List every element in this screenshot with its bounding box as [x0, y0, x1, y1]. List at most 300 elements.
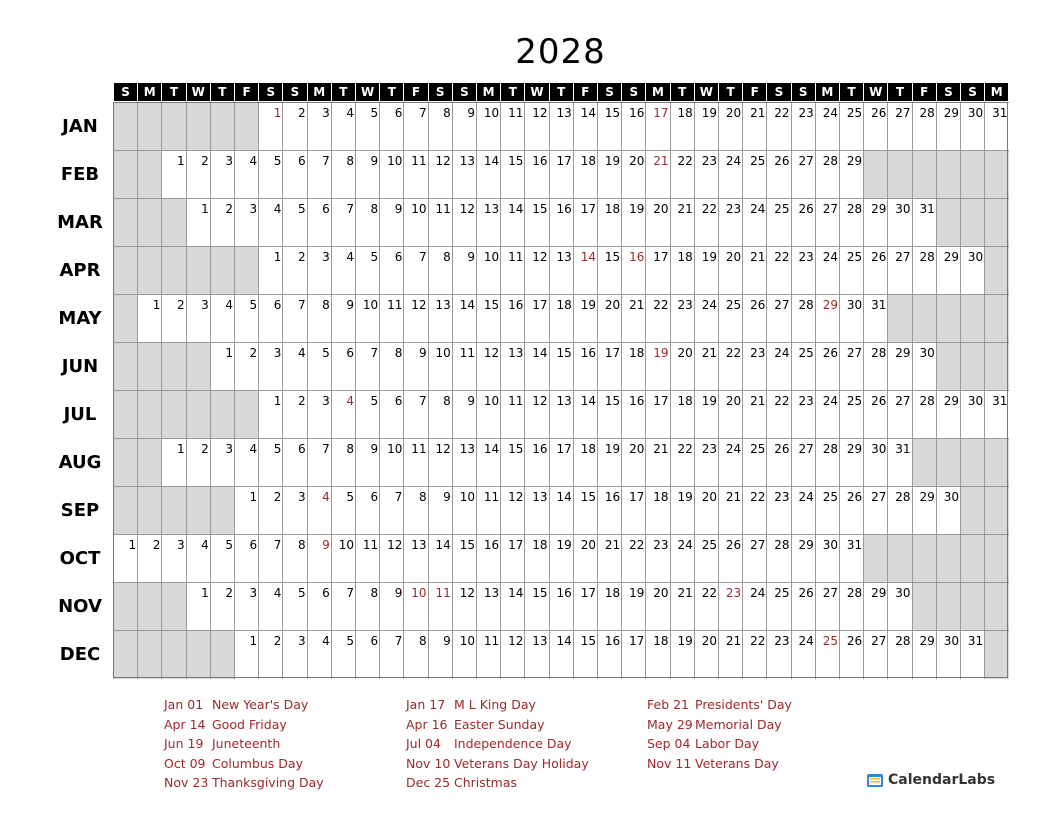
empty-cell [960, 342, 985, 391]
empty-cell [137, 246, 162, 295]
day-cell: 25 [791, 342, 816, 391]
day-cell: 11 [500, 390, 525, 439]
day-cell: 3 [161, 534, 186, 583]
holiday-item [406, 736, 646, 756]
day-cell: 30 [936, 486, 961, 535]
day-cell: 27 [791, 150, 816, 199]
weekday-header: S [792, 83, 815, 101]
empty-cell [113, 102, 138, 151]
empty-cell [936, 150, 961, 199]
day-cell: 31 [839, 534, 864, 583]
day-cell: 26 [766, 438, 791, 487]
day-cell: 19 [694, 246, 719, 295]
day-cell: 7 [282, 294, 307, 343]
day-cell: 11 [476, 486, 501, 535]
day-cell: 29 [863, 582, 888, 631]
weekday-header: T [840, 83, 863, 101]
holiday-item [406, 775, 646, 795]
day-cell: 19 [670, 486, 695, 535]
empty-cell [113, 198, 138, 247]
day-cell: 22 [645, 294, 670, 343]
month-label: FEB [60, 164, 100, 185]
weekday-header: M [985, 83, 1008, 101]
empty-cell [161, 102, 186, 151]
day-cell: 4 [234, 438, 259, 487]
day-cell: 30 [936, 630, 961, 679]
empty-cell [936, 294, 961, 343]
day-cell: 22 [694, 198, 719, 247]
day-cell: 10 [379, 150, 404, 199]
day-cell: 27 [863, 486, 888, 535]
weekday-header: T [332, 83, 355, 101]
empty-cell [912, 438, 937, 487]
day-cell: 29 [936, 246, 961, 295]
logo-text: CalendarLabs [888, 772, 996, 788]
day-cell: 24 [791, 486, 816, 535]
holiday-date: Feb 21 [647, 697, 690, 712]
weekday-header: S [429, 83, 452, 101]
empty-cell [984, 486, 1009, 535]
weekday-header: M [308, 83, 331, 101]
day-cell: 17 [621, 630, 646, 679]
holiday-date: Dec 25 [406, 775, 451, 790]
empty-cell [960, 198, 985, 247]
day-cell: 25 [766, 198, 791, 247]
day-cell: 22 [742, 630, 767, 679]
day-cell: 11 [476, 630, 501, 679]
day-cell: 28 [815, 150, 840, 199]
day-cell: 26 [839, 630, 864, 679]
day-cell: 25 [742, 438, 767, 487]
day-cell: 3 [307, 102, 332, 151]
empty-cell [113, 246, 138, 295]
day-cell: 9 [331, 294, 356, 343]
holiday-item [164, 697, 404, 717]
day-cell: 11 [355, 534, 380, 583]
empty-cell [113, 630, 138, 679]
empty-cell [210, 630, 235, 679]
holiday-column [164, 697, 404, 795]
empty-cell [984, 150, 1009, 199]
empty-cell [137, 390, 162, 439]
empty-cell [113, 486, 138, 535]
day-cell: 26 [791, 198, 816, 247]
empty-cell [960, 150, 985, 199]
day-cell: 23 [742, 342, 767, 391]
day-cell: 23 [694, 150, 719, 199]
empty-cell [863, 150, 888, 199]
holiday-date: Apr 14 [164, 716, 206, 732]
day-cell: 5 [282, 582, 307, 631]
day-cell: 23 [766, 486, 791, 535]
day-cell: 28 [912, 246, 937, 295]
holiday-item [164, 775, 404, 795]
empty-cell [186, 486, 211, 535]
day-cell: 5 [282, 198, 307, 247]
day-cell: 19 [621, 198, 646, 247]
day-cell: 14 [549, 486, 574, 535]
day-cell: 24 [815, 102, 840, 151]
day-cell: 13 [500, 342, 525, 391]
day-cell: 5 [307, 342, 332, 391]
day-cell: 21 [742, 390, 767, 439]
day-cell: 18 [621, 342, 646, 391]
day-cell: 23 [791, 390, 816, 439]
empty-cell [984, 294, 1009, 343]
holiday-name: Veterans Day Holiday [454, 755, 589, 771]
day-cell: 8 [403, 630, 428, 679]
day-cell: 20 [718, 246, 743, 295]
empty-cell [234, 102, 259, 151]
day-cell: 6 [379, 102, 404, 151]
day-cell: 31 [912, 198, 937, 247]
empty-cell [137, 150, 162, 199]
day-cell: 2 [186, 438, 211, 487]
day-cell: 19 [621, 582, 646, 631]
day-cell: 6 [307, 582, 332, 631]
day-cell: 5 [355, 390, 380, 439]
day-cell: 22 [670, 438, 695, 487]
empty-cell [186, 390, 211, 439]
day-cell: 18 [573, 438, 598, 487]
empty-cell [137, 630, 162, 679]
day-cell: 17 [549, 438, 574, 487]
day-cell: 17 [597, 342, 622, 391]
day-cell: 2 [161, 294, 186, 343]
day-cell: 8 [428, 390, 453, 439]
day-cell: 17 [645, 390, 670, 439]
day-cell: 27 [863, 630, 888, 679]
holiday-date: Nov 11 [647, 755, 692, 771]
day-cell: 20 [621, 438, 646, 487]
day-cell: 8 [428, 246, 453, 295]
day-cell: 24 [718, 150, 743, 199]
day-cell: 12 [428, 438, 453, 487]
day-cell: 19 [597, 150, 622, 199]
day-cell: 21 [718, 486, 743, 535]
day-cell: 8 [355, 198, 380, 247]
day-cell: 7 [379, 486, 404, 535]
holiday-date: May 29 [647, 716, 693, 732]
day-cell: 16 [621, 390, 646, 439]
empty-cell [234, 390, 259, 439]
day-cell: 12 [524, 246, 549, 295]
empty-cell [912, 534, 937, 583]
day-cell: 6 [355, 630, 380, 679]
day-cell: 25 [839, 246, 864, 295]
day-cell: 29 [839, 438, 864, 487]
day-cell: 6 [234, 534, 259, 583]
day-cell: 1 [210, 342, 235, 391]
month-label: NOV [58, 596, 102, 617]
empty-cell [113, 390, 138, 439]
day-cell: 27 [839, 342, 864, 391]
day-cell: 18 [670, 390, 695, 439]
day-cell: 20 [670, 342, 695, 391]
day-cell: 2 [234, 342, 259, 391]
day-cell: 18 [597, 198, 622, 247]
day-cell: 30 [960, 102, 985, 151]
day-cell: 22 [766, 102, 791, 151]
day-cell: 24 [766, 342, 791, 391]
day-cell: 4 [331, 246, 356, 295]
day-cell: 16 [621, 102, 646, 151]
day-cell: 24 [815, 246, 840, 295]
day-cell: 9 [452, 246, 477, 295]
weekday-header: T [888, 83, 911, 101]
weekday-header: T [501, 83, 524, 101]
empty-cell [113, 294, 138, 343]
empty-cell [960, 294, 985, 343]
day-cell: 21 [742, 246, 767, 295]
empty-cell [960, 438, 985, 487]
holiday-name: Christmas [454, 775, 518, 790]
day-cell: 29 [912, 486, 937, 535]
day-cell: 1 [258, 246, 283, 295]
day-cell: 27 [887, 246, 912, 295]
month-label: MAR [57, 212, 103, 233]
day-cell: 21 [694, 342, 719, 391]
holiday-date: Nov 10 [406, 755, 451, 771]
day-cell: 7 [403, 102, 428, 151]
weekday-header: T [380, 83, 403, 101]
day-cell: 24 [815, 390, 840, 439]
day-cell: 16 [597, 630, 622, 679]
day-cell: 19 [645, 342, 670, 391]
day-cell: 13 [476, 198, 501, 247]
day-cell: 29 [912, 630, 937, 679]
day-cell: 3 [234, 582, 259, 631]
day-cell: 12 [524, 390, 549, 439]
day-cell: 19 [573, 294, 598, 343]
day-cell: 13 [452, 438, 477, 487]
empty-cell [936, 198, 961, 247]
empty-cell [863, 534, 888, 583]
day-cell: 21 [670, 582, 695, 631]
empty-cell [960, 486, 985, 535]
day-cell: 3 [307, 246, 332, 295]
day-cell: 22 [718, 342, 743, 391]
day-cell: 13 [549, 390, 574, 439]
weekday-header: T [550, 83, 573, 101]
day-cell: 15 [524, 582, 549, 631]
day-cell: 31 [863, 294, 888, 343]
empty-cell [887, 534, 912, 583]
day-cell: 28 [887, 486, 912, 535]
day-cell: 20 [718, 390, 743, 439]
day-cell: 11 [403, 438, 428, 487]
empty-cell [984, 198, 1009, 247]
day-cell: 20 [573, 534, 598, 583]
day-cell: 5 [331, 486, 356, 535]
day-cell: 24 [694, 294, 719, 343]
day-cell: 10 [355, 294, 380, 343]
day-cell: 3 [282, 630, 307, 679]
day-cell: 30 [887, 198, 912, 247]
weekday-header: S [114, 83, 137, 101]
holiday-name: Veterans Day [695, 755, 779, 771]
day-cell: 25 [815, 630, 840, 679]
day-cell: 31 [984, 102, 1009, 151]
weekday-header: F [235, 83, 258, 101]
day-cell: 13 [452, 150, 477, 199]
day-cell: 4 [234, 150, 259, 199]
day-cell: 10 [331, 534, 356, 583]
day-cell: 17 [500, 534, 525, 583]
day-cell: 1 [137, 294, 162, 343]
day-cell: 5 [210, 534, 235, 583]
month-label: JAN [62, 116, 98, 137]
day-cell: 6 [379, 390, 404, 439]
day-cell: 27 [887, 102, 912, 151]
day-cell: 17 [573, 582, 598, 631]
holiday-column [406, 697, 646, 795]
weekday-header: S [259, 83, 282, 101]
day-cell: 20 [694, 630, 719, 679]
day-cell: 4 [210, 294, 235, 343]
day-cell: 6 [258, 294, 283, 343]
day-cell: 3 [210, 438, 235, 487]
day-cell: 19 [694, 102, 719, 151]
day-cell: 14 [573, 102, 598, 151]
day-cell: 14 [452, 294, 477, 343]
empty-cell [186, 246, 211, 295]
day-cell: 24 [718, 438, 743, 487]
day-cell: 17 [645, 102, 670, 151]
day-cell: 29 [863, 198, 888, 247]
day-cell: 26 [863, 390, 888, 439]
day-cell: 2 [282, 246, 307, 295]
holiday-item [406, 697, 646, 717]
day-cell: 27 [791, 438, 816, 487]
holiday-name: Memorial Day [695, 716, 782, 732]
day-cell: 12 [500, 630, 525, 679]
day-cell: 6 [282, 150, 307, 199]
empty-cell [161, 486, 186, 535]
day-cell: 11 [428, 582, 453, 631]
day-cell: 24 [742, 198, 767, 247]
empty-cell [960, 582, 985, 631]
day-cell: 23 [670, 294, 695, 343]
day-cell: 31 [887, 438, 912, 487]
day-cell: 9 [307, 534, 332, 583]
empty-cell [887, 294, 912, 343]
day-cell: 15 [476, 294, 501, 343]
day-cell: 1 [113, 534, 138, 583]
day-cell: 4 [331, 390, 356, 439]
day-cell: 27 [815, 198, 840, 247]
day-cell: 9 [428, 486, 453, 535]
day-cell: 1 [234, 630, 259, 679]
day-cell: 18 [597, 582, 622, 631]
day-cell: 28 [912, 390, 937, 439]
day-cell: 15 [549, 342, 574, 391]
day-cell: 14 [573, 246, 598, 295]
day-cell: 20 [645, 198, 670, 247]
holiday-item [647, 717, 887, 737]
day-cell: 14 [428, 534, 453, 583]
day-cell: 6 [307, 198, 332, 247]
holiday-column [647, 697, 887, 775]
empty-cell [234, 246, 259, 295]
month-label: JUN [61, 356, 99, 377]
day-cell: 16 [524, 150, 549, 199]
day-cell: 4 [307, 630, 332, 679]
empty-cell [137, 198, 162, 247]
day-cell: 16 [621, 246, 646, 295]
day-cell: 22 [766, 390, 791, 439]
empty-cell [210, 390, 235, 439]
day-cell: 23 [791, 246, 816, 295]
holiday-name: Labor Day [695, 736, 760, 751]
day-cell: 15 [573, 486, 598, 535]
empty-cell [161, 390, 186, 439]
weekday-header: W [864, 83, 887, 101]
holiday-item [647, 736, 887, 756]
empty-cell [186, 102, 211, 151]
day-cell: 12 [403, 294, 428, 343]
day-cell: 15 [500, 150, 525, 199]
holiday-item [164, 717, 404, 737]
day-cell: 8 [331, 150, 356, 199]
day-cell: 17 [549, 150, 574, 199]
day-cell: 7 [331, 582, 356, 631]
day-cell: 15 [452, 534, 477, 583]
holiday-item [406, 756, 646, 776]
day-cell: 7 [379, 630, 404, 679]
empty-cell [936, 342, 961, 391]
holiday-date: Jan 17 [406, 697, 446, 712]
day-cell: 9 [452, 390, 477, 439]
holiday-date: Jul 04 [406, 736, 441, 751]
day-cell: 27 [742, 534, 767, 583]
day-cell: 25 [766, 582, 791, 631]
day-cell: 30 [887, 582, 912, 631]
day-cell: 21 [597, 534, 622, 583]
day-cell: 2 [282, 102, 307, 151]
day-cell: 7 [403, 390, 428, 439]
day-cell: 28 [815, 438, 840, 487]
day-cell: 14 [500, 198, 525, 247]
day-cell: 12 [524, 102, 549, 151]
weekday-header: W [695, 83, 718, 101]
month-label: AUG [58, 452, 102, 473]
day-cell: 2 [186, 150, 211, 199]
holiday-name: Thanksgiving Day [212, 775, 324, 790]
empty-cell [113, 342, 138, 391]
empty-cell [161, 198, 186, 247]
day-cell: 26 [839, 486, 864, 535]
day-cell: 22 [694, 582, 719, 631]
day-cell: 2 [258, 486, 283, 535]
day-cell: 4 [258, 198, 283, 247]
day-cell: 23 [791, 102, 816, 151]
day-cell: 27 [887, 390, 912, 439]
holiday-name: Easter Sunday [454, 716, 545, 732]
day-cell: 26 [863, 102, 888, 151]
day-cell: 7 [307, 438, 332, 487]
calendarlabs-logo [866, 770, 995, 790]
day-cell: 3 [234, 198, 259, 247]
day-cell: 19 [694, 390, 719, 439]
day-cell: 24 [742, 582, 767, 631]
day-cell: 5 [258, 150, 283, 199]
day-cell: 13 [524, 486, 549, 535]
holiday-name: New Year's Day [212, 697, 309, 712]
day-cell: 14 [573, 390, 598, 439]
day-cell: 11 [428, 198, 453, 247]
day-cell: 15 [597, 246, 622, 295]
